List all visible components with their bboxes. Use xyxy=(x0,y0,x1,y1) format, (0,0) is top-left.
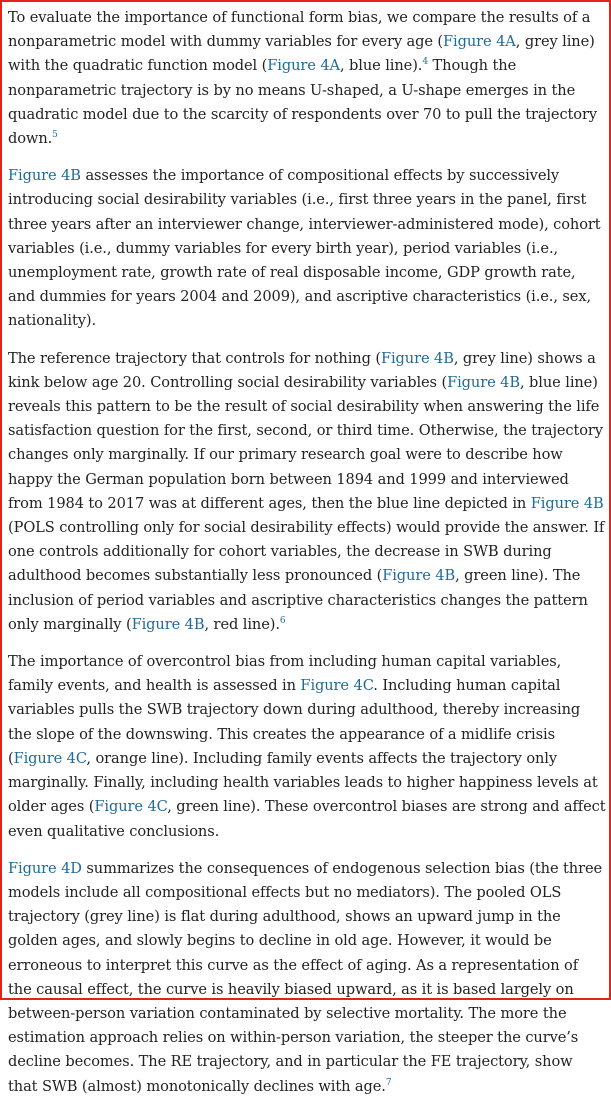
paragraph-text: (POLS controlling only for social desirability effects) would provide the answer. If one controls additionally for cohort variables, the decrease in SWB during adulthood becomes substantially less pronounced ( xyxy=(8,519,605,585)
footnote-5-link[interactable]: 5 xyxy=(52,130,58,141)
figure-4b-link[interactable]: Figure 4B xyxy=(380,349,454,367)
figure-4c-link[interactable]: Figure 4C xyxy=(300,677,374,695)
paragraph-reference-trajectory xyxy=(8,347,606,637)
paragraph-text: summarizes the consequences of endogenous selection bias (the three models include all compositional effects but no mediators). The pooled OLS trajectory (grey line) is flat during adulthood, shows an upward jump in the golden ages, and slowly begins to decline in old age. However, it would be erroneous to interpret this curve as the effect of aging. As a representation of the causal effect, the curve is heavily biased upward, as it is based largely on between-person variation contaminated by selective mortality. The more the estimation approach relies on within-person variation, the steeper the curve’s decline becomes. The RE trajectory, and in particular the FE trajectory, show that SWB (almost) monotonically declines with age. xyxy=(8,859,603,1095)
paragraph-text: , blue line) reveals this pattern to be the result of social desirability when answering the life satisfaction question for the first, second, or third time. Otherwise, the trajectory changes only marginally. If our primary research goal were to describe how happy the German population born between 1894 and 1999 and interviewed from 1984 to 2017 was at different ages, then the blue line depicted in xyxy=(8,373,603,512)
paragraph-text: assesses the importance of compositional effects by successively introducing social desirability variables (i.e., first three years in the panel, first three years after an interviewer change, interviewer-administered mode), cohort variables (i.e., dummy variables for every birth year), period variables (i.e., unemployment rate, growth rate of real disposable income, GDP growth rate, and dummies for years 2004 and 2009), and ascriptive characteristics (i.e., sex, nationality). xyxy=(8,167,601,330)
figure-4b-link[interactable]: Figure 4B xyxy=(131,615,205,633)
figure-4a-link[interactable]: Figure 4A xyxy=(267,57,340,75)
footnote-4-link[interactable]: 4 xyxy=(422,57,428,68)
paragraph-text: . Including human capital variables pulls the SWB trajectory down during adulthood, thereby increasing the slope of the downswing. This creates the appearance of a midlife crisis ( xyxy=(8,677,581,767)
paragraph-text: , red line). xyxy=(204,615,280,633)
paragraph-text: To evaluate the importance of functional form bias, we compare the results of a nonparametric model with dummy variables for every age ( xyxy=(8,9,591,51)
paragraph-text: , grey line) with the quadratic function model ( xyxy=(8,33,595,75)
paragraph-endogenous-selection xyxy=(8,857,606,1099)
paragraph-text: , blue line). xyxy=(339,57,423,75)
paragraph-compositional-effects xyxy=(8,164,606,333)
figure-4c-link[interactable]: Figure 4C xyxy=(94,798,168,816)
figure-4b-link[interactable]: Figure 4B xyxy=(447,373,520,391)
paragraph-text: , green line). The inclusion of period variables and ascriptive characteristics changes the pattern only marginally ( xyxy=(8,567,588,633)
figure-4d-link[interactable]: Figure 4D xyxy=(8,859,82,877)
paragraph-overcontrol-bias xyxy=(8,650,606,844)
paragraph-functional-form-bias xyxy=(8,6,606,151)
figure-4c-link[interactable]: Figure 4C xyxy=(13,749,87,767)
figure-4b-link[interactable]: Figure 4B xyxy=(8,167,81,185)
figure-4b-link[interactable]: Figure 4B xyxy=(530,494,604,512)
footnote-6-link[interactable]: 6 xyxy=(279,615,286,626)
article-body xyxy=(8,6,606,1112)
paragraph-text: , grey line) shows a kink below age 20. Controlling social desirability variables ( xyxy=(8,349,596,391)
paragraph-text: Though the nonparametric trajectory is by no means U-shaped, a U-shape emerges in the quadratic model due to the scarcity of respondents over 70 to pull the trajectory down. xyxy=(8,57,597,148)
paragraph-text: The importance of overcontrol bias from including human capital variables, family events, and health is assessed in xyxy=(8,653,562,695)
paragraph-text: , green line). These overcontrol biases are strong and affect even qualitative conclusions. xyxy=(8,798,606,840)
paragraph-text: The reference trajectory that controls for nothing ( xyxy=(8,349,381,367)
figure-4b-link[interactable]: Figure 4B xyxy=(382,567,456,585)
footnote-7-link[interactable]: 7 xyxy=(385,1077,392,1088)
paragraph-text: , orange line). Including family events affects the trajectory only marginally. Finally, including health variables leads to higher happiness levels at older ages ( xyxy=(8,749,598,816)
figure-4a-link[interactable]: Figure 4A xyxy=(443,33,516,51)
